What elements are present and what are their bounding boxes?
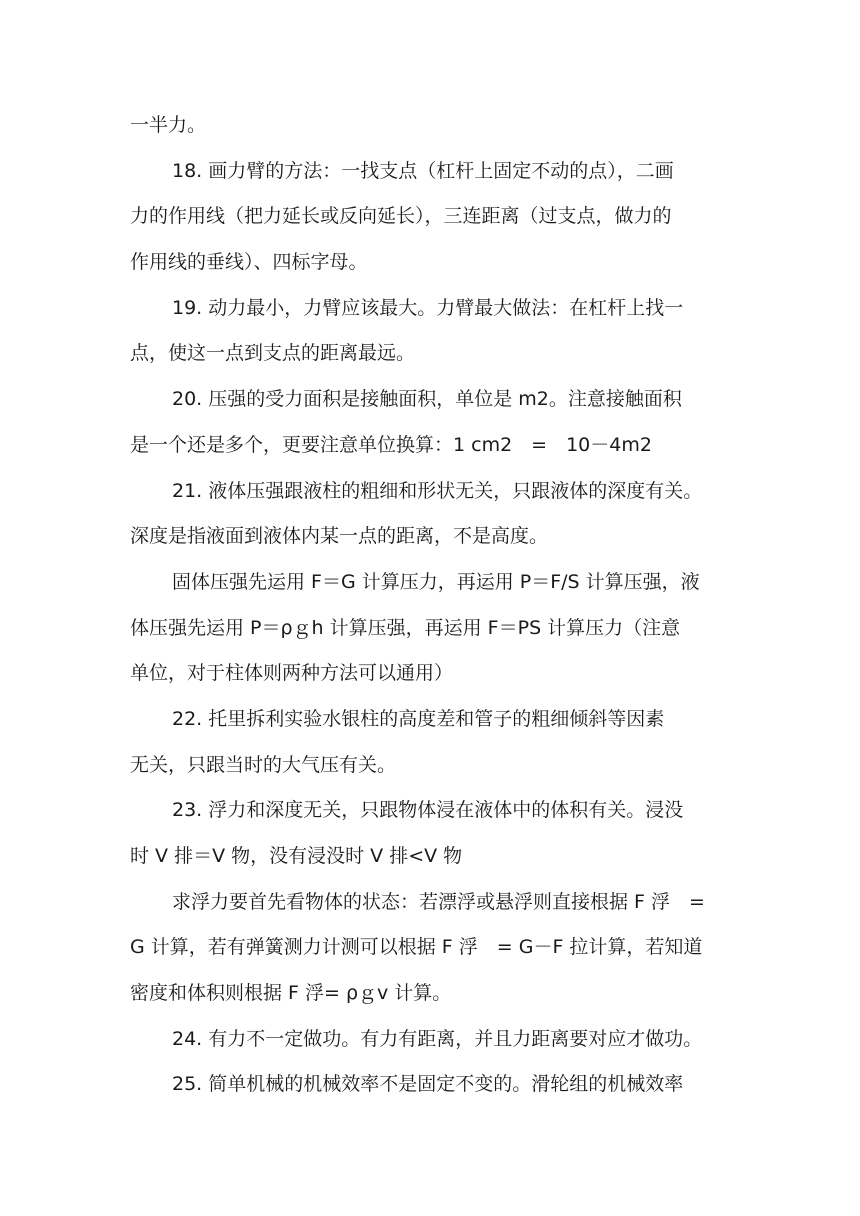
text-line: 深度是指液面到液体内某一点的距离，不是高度。 xyxy=(130,525,549,548)
text-line-item-20: 20. 压强的受力面积是接触面积，单位是 m2。注意接触面积 xyxy=(172,388,682,411)
text-line-item-18: 18. 画力臂的方法：一找支点（杠杆上固定不动的点），二画 xyxy=(172,159,674,182)
text-line-item-21: 21. 液体压强跟液柱的粗细和形状无关，只跟液体的深度有关。 xyxy=(172,479,703,502)
text-line: G 计算，若有弹簧测力计测可以根据 F 浮 = G－F 拉计算，若知道 xyxy=(130,936,703,959)
text-line: 单位，对于柱体则两种方法可以通用） xyxy=(130,662,454,685)
text-line: 时 V 排＝V 物，没有浸没时 V 排<V 物 xyxy=(130,845,463,867)
text-line: 点，使这一点到支点的距离最远。 xyxy=(130,342,416,365)
text-line-paragraph: 固体压强先运用 F＝G 计算压力，再运用 P＝F/S 计算压强，液 xyxy=(172,570,700,593)
text-line-item-24: 24. 有力不一定做功。有力有距离，并且力距离要对应才做功。 xyxy=(172,1027,703,1050)
text-line: 密度和体积则根据 F 浮= ρｇv 计算。 xyxy=(130,982,452,1005)
text-line: 无关，只跟当时的大气压有关。 xyxy=(130,753,397,776)
text-line-item-22: 22. 托里拆利实验水银柱的高度差和管子的粗细倾斜等因素 xyxy=(172,707,665,730)
text-line: 体压强先运用 P＝ρｇh 计算压强，再运用 F＝PS 计算压力（注意 xyxy=(130,616,681,639)
text-line: 是一个还是多个，更要注意单位换算：1 cm2 = 10－4m2 xyxy=(130,433,652,456)
text-line-item-19: 19. 动力最小，力臂应该最大。力臂最大做法：在杠杆上找一 xyxy=(172,296,684,319)
text-line: 力的作用线（把力延长或反向延长），三连距离（过支点，做力的 xyxy=(130,205,672,228)
text-line-item-25: 25. 简单机械的机械效率不是固定不变的。滑轮组的机械效率 xyxy=(172,1073,684,1096)
text-line: 一半力。 xyxy=(130,114,207,136)
text-line: 作用线的垂线）、四标字母。 xyxy=(130,251,368,274)
text-line-paragraph: 求浮力要首先看物体的状态：若漂浮或悬浮则直接根据 F 浮 = xyxy=(172,890,705,913)
text-line-item-23: 23. 浮力和深度无关，只跟物体浸在液体中的体积有关。浸没 xyxy=(172,799,684,822)
document-body xyxy=(130,103,740,1108)
